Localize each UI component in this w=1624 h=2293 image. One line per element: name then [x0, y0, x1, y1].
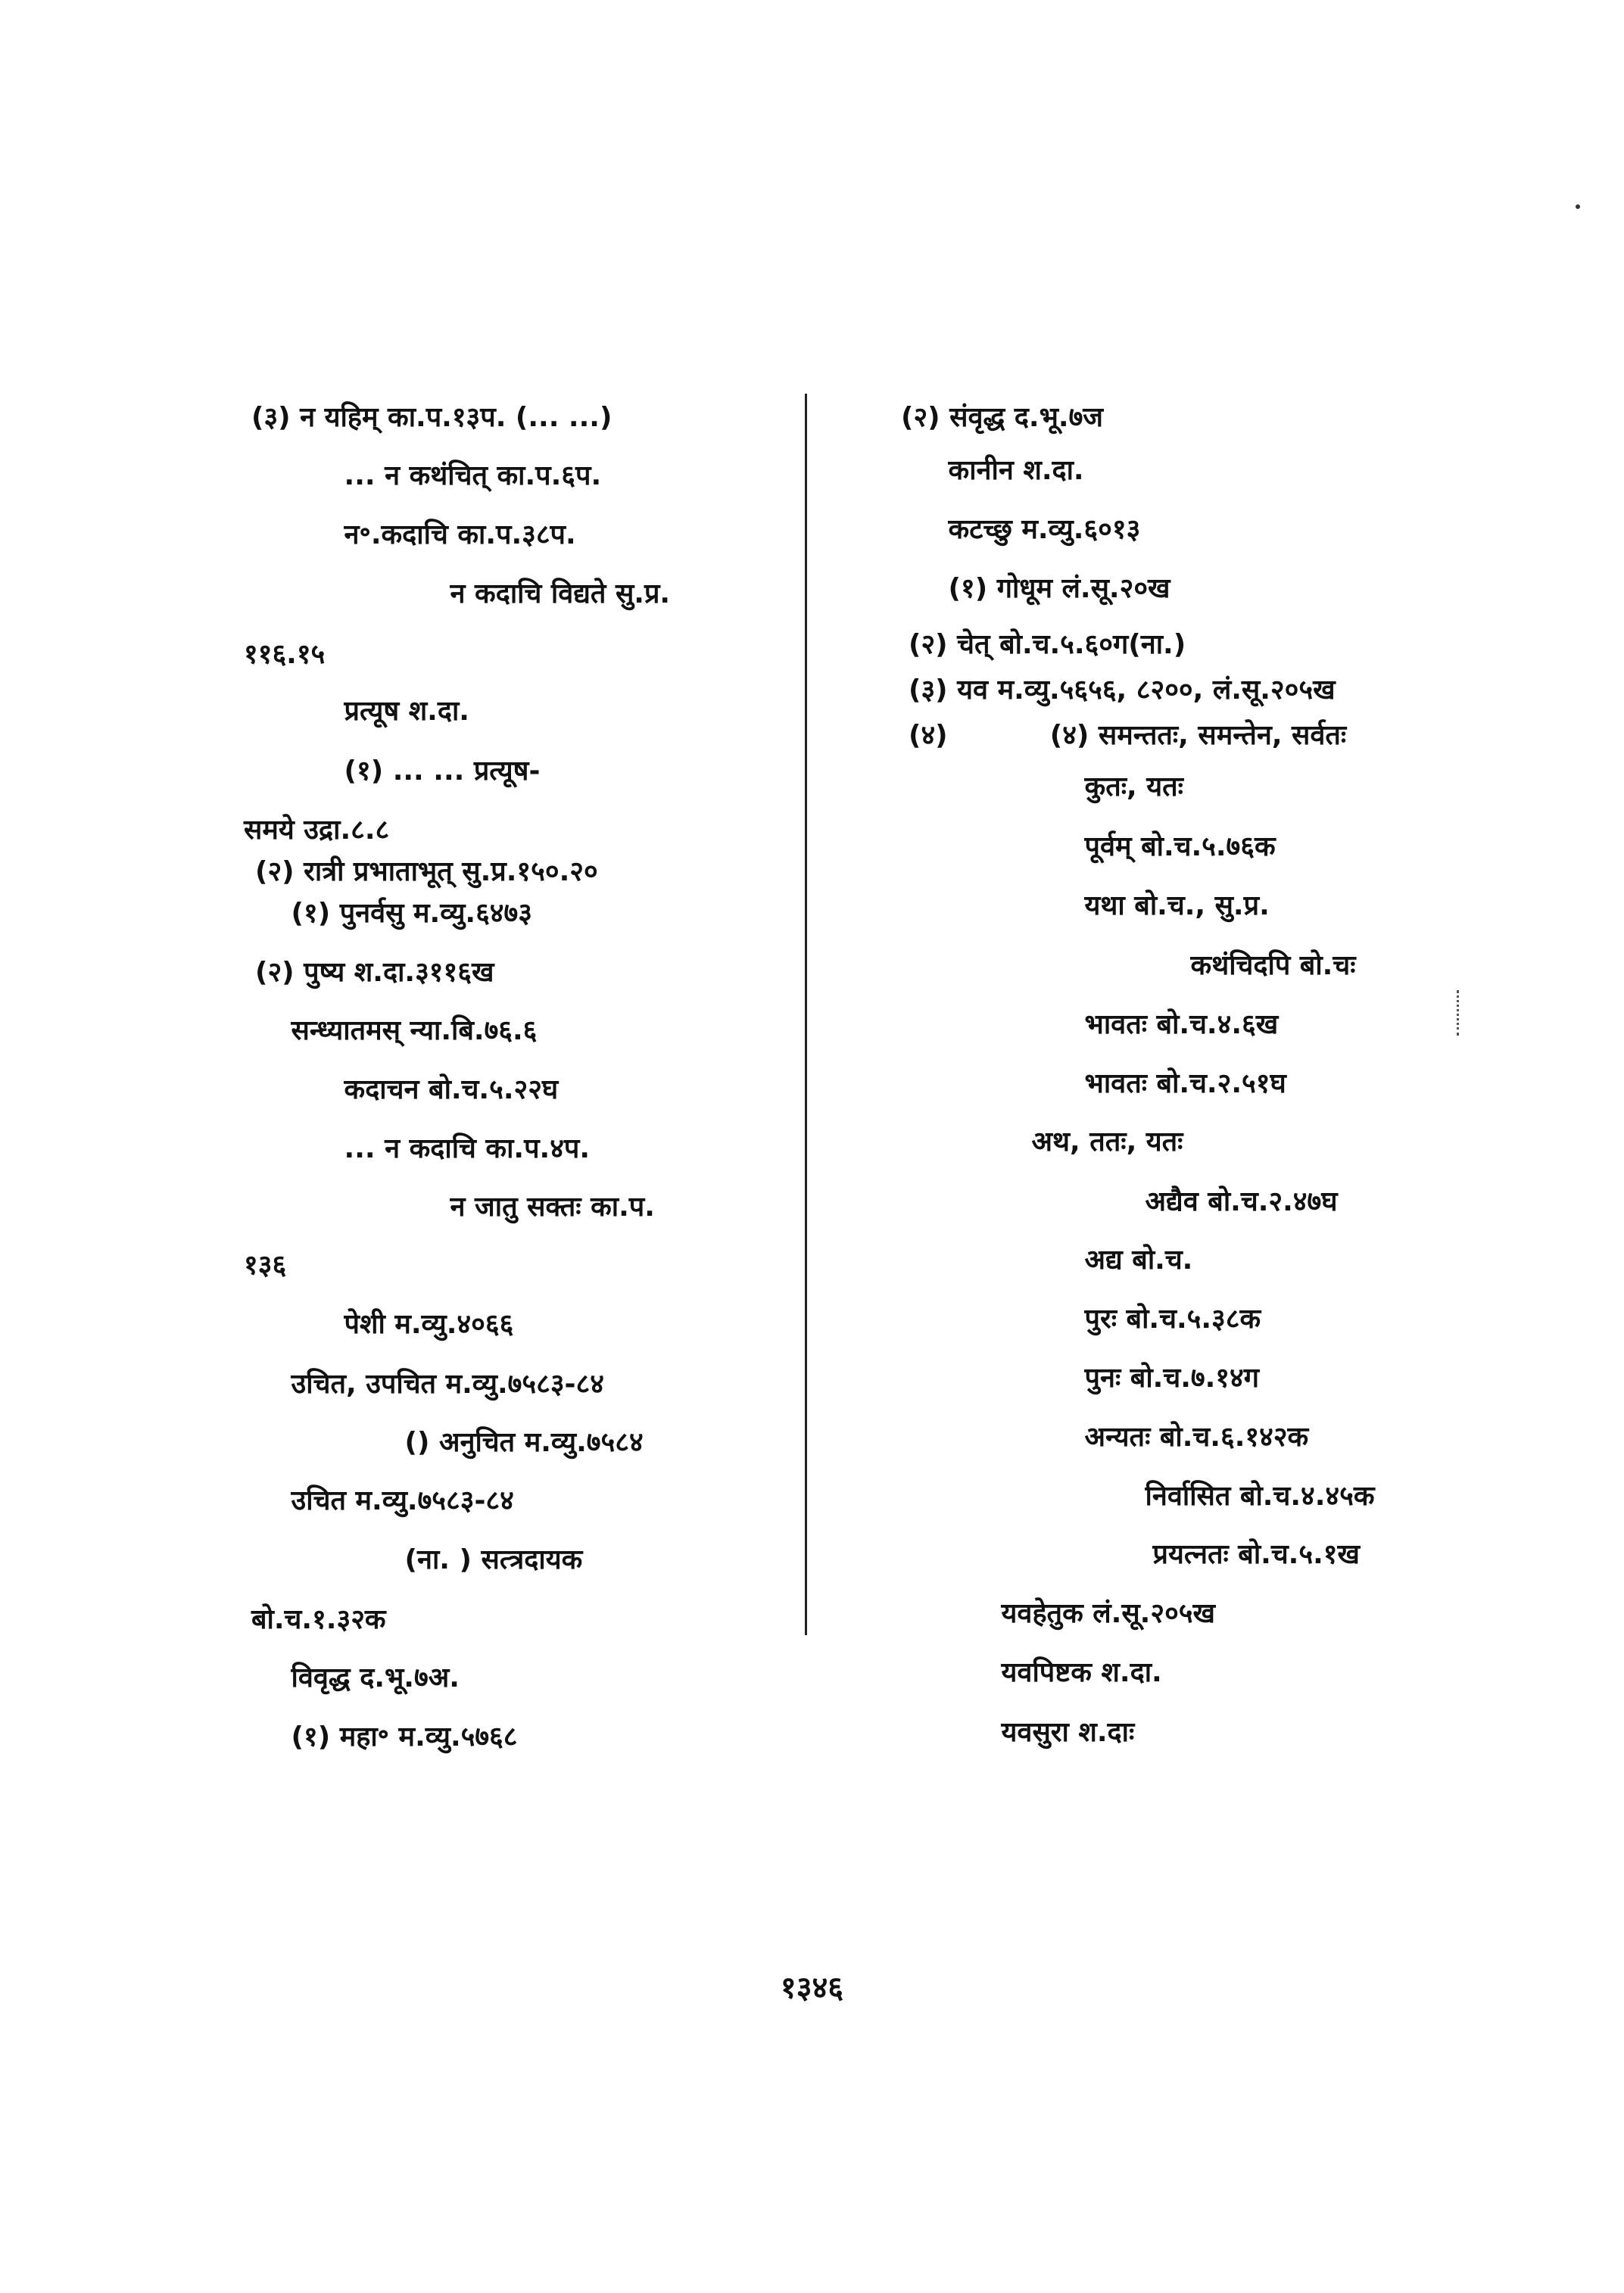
tibetan-headword [198, 1020, 282, 1043]
entry-text: () अनुचित म.व्यु.७५८४ [404, 1427, 644, 1458]
entry-text: कथंचिदपि बो.चः [1190, 950, 1356, 981]
entry-line: (२) पुष्य श.दा.३११६ख [255, 957, 494, 988]
tibetan-headword [939, 837, 1075, 859]
entry-text: (१) गोधूम लं.सू.२०ख [948, 573, 1170, 604]
tibetan-headword [856, 1603, 992, 1626]
entry-text: कानीन श.दा. [948, 455, 1084, 486]
tibetan-headword [198, 761, 335, 784]
tibetan-headword [198, 1139, 335, 1161]
tibetan-headword [856, 460, 939, 483]
entry-line [939, 829, 1276, 865]
entry-line: बो.च.१.३२क [251, 1604, 386, 1635]
scan-speck [1576, 204, 1580, 209]
tibetan-headword [198, 466, 335, 488]
entry-line [198, 1719, 518, 1756]
tibetan-headword [939, 955, 1181, 978]
tibetan-headword [939, 1309, 1075, 1332]
tibetan-headword [198, 1550, 395, 1572]
entry-text: अद्य बो.च. [1084, 1245, 1193, 1276]
entry-line [856, 453, 1084, 489]
entry-line [939, 769, 1183, 805]
page-number: १३४६ [780, 1971, 844, 2005]
tibetan-headword [198, 1668, 282, 1690]
tibetan-headword [939, 1368, 1075, 1391]
entry-line [939, 1360, 1259, 1397]
tibetan-headword [198, 1491, 282, 1513]
entry-text: प्रत्यूष श.दा. [344, 696, 469, 727]
tibetan-headword [198, 1080, 335, 1102]
tibetan-headword [198, 584, 441, 606]
entry-text: उचित म.व्यु.७५८३-८४ [291, 1485, 514, 1516]
tibetan-headword [939, 1073, 1075, 1096]
tibetan-headword [198, 1432, 395, 1455]
entry-text: ... न कदाचि का.प.४प. [344, 1133, 591, 1164]
tibetan-headword [198, 1374, 282, 1397]
entry-text: न॰.कदाचि का.प.३८प. [344, 519, 576, 550]
entry-line [198, 1072, 558, 1108]
entry-line [901, 1537, 1360, 1573]
tibetan-headword [198, 525, 335, 547]
entry-text: निर्वासित बो.च.४.४५क [1145, 1481, 1375, 1512]
entry-line [909, 718, 1346, 754]
entry-line: ११६.१५ [244, 639, 326, 670]
entry-line: (२) चेत् बो.च.५.६०ग(ना.) [909, 629, 1186, 660]
entry-line [856, 1715, 1134, 1751]
entry-text: (१) महा॰ म.व्यु.५७६८ [291, 1721, 518, 1752]
entry-text: अन्यतः बो.च.६.१४२क [1084, 1422, 1309, 1453]
entry-line [198, 753, 540, 790]
entry-line [198, 1013, 537, 1049]
entry-text: (४) समन्ततः, समन्तेन, सर्वतः [1049, 720, 1347, 751]
entry-line [939, 1301, 1261, 1338]
entry-text: (१) पुनर्वसु म.व्यु.६४७३ [291, 898, 532, 929]
entry-text: पूर्वम् बो.च.५.७६क [1084, 831, 1276, 862]
tibetan-headword [939, 1014, 1075, 1037]
entry-text: पेशी म.व्यु.४०६६ [344, 1309, 514, 1340]
entry-line [856, 512, 1140, 548]
entry-line [939, 1124, 1183, 1161]
entry-text: यवसुरा श.दाः [1001, 1717, 1135, 1748]
entry-text: न जातु सक्तः का.प. [450, 1192, 655, 1223]
scan-speck [1457, 990, 1462, 1036]
entry-line [939, 948, 1356, 984]
entry-line [198, 458, 601, 494]
entry-text: यथा बो.च., सु.प्र. [1084, 890, 1270, 921]
entry-line: (३) न यहिम् का.प.१३प. (... ...) [251, 402, 613, 433]
tibetan-headword [198, 1197, 441, 1220]
entry-text: न कदाचि विद्यते सु.प्र. [450, 578, 671, 609]
entry-line [939, 1184, 1337, 1220]
entry-line [939, 1007, 1278, 1043]
entry-text: (१) ... ... प्रत्यूष- [344, 756, 541, 787]
entry-line: १३६ [244, 1250, 287, 1281]
tibetan-headword [939, 777, 1075, 799]
entry-line [198, 693, 469, 730]
entry-text: उचित, उपचित म.व्यु.७५८३-८४ [291, 1369, 604, 1400]
entry-line [856, 1596, 1215, 1632]
tibetan-headword [957, 725, 1040, 748]
entry-text: सन्ध्यातमस् न्या.बि.७६.६ [291, 1015, 538, 1046]
tibetan-headword [939, 1132, 1022, 1154]
tibetan-headword [939, 1427, 1075, 1450]
entry-line [939, 1419, 1308, 1456]
tibetan-headword [856, 578, 939, 601]
entry-line [856, 571, 1170, 607]
tibetan-headword [856, 519, 939, 542]
entry-line [198, 517, 576, 553]
entry-line [939, 888, 1270, 924]
entry-text: कुतः, यतः [1084, 771, 1183, 802]
entry-line [198, 1366, 604, 1403]
column-divider [805, 394, 807, 1635]
entry-line [198, 1425, 644, 1461]
entry-line [939, 1242, 1192, 1279]
entry-text: पुनः बो.च.७.१४ग [1084, 1363, 1259, 1394]
entry-line [198, 576, 670, 612]
entry-line [939, 1478, 1374, 1515]
entry-text: अद्यैव बो.च.२.४७घ [1145, 1186, 1338, 1217]
entry-text: अथ, ततः, यतः [1031, 1126, 1183, 1157]
tibetan-headword [856, 1662, 992, 1685]
entry-line [939, 1066, 1286, 1102]
entry-text: ... न कथंचित् का.प.६प. [344, 460, 602, 491]
entry-line [198, 1307, 513, 1343]
entry-line [198, 1483, 514, 1519]
entry-line [856, 1655, 1162, 1691]
entry-line: (२) रात्री प्रभाताभूत् सु.प्र.१५०.२० [255, 856, 598, 887]
tibetan-headword [939, 896, 1075, 918]
tibetan-headword [939, 1486, 1136, 1509]
entry-line [198, 1660, 460, 1696]
entry-line [198, 1542, 582, 1578]
entry-text: (४) [909, 720, 948, 751]
entry-text: कटच्छु म.व्यु.६०१३ [948, 514, 1141, 545]
tibetan-headword [198, 1727, 282, 1749]
entry-text: पुरः बो.च.५.३८क [1084, 1304, 1261, 1335]
entry-text: भावतः बो.च.४.६ख [1084, 1009, 1279, 1040]
entry-text: भावतः बो.च.२.५१घ [1084, 1068, 1286, 1099]
entry-line: समये उद्रा.८.८ [244, 815, 390, 846]
tibetan-headword [856, 1722, 992, 1745]
tibetan-headword [198, 903, 282, 926]
entry-line [198, 1131, 590, 1167]
entry-text: (ना. ) सत्त्रदायक [404, 1544, 583, 1575]
entry-line [198, 1189, 655, 1226]
tibetan-headword [939, 1192, 1136, 1214]
entry-line [198, 896, 532, 932]
tibetan-headword [901, 1544, 1143, 1567]
tibetan-headword [198, 1314, 335, 1337]
tibetan-headword [198, 701, 335, 724]
entry-text: यवहेतुक लं.सू.२०५ख [1001, 1598, 1215, 1629]
entry-line: (२) संवृद्ध द.भू.७ज [901, 402, 1104, 433]
entry-line: (३) यव म.व्यु.५६५६, ८२००, लं.सू.२०५ख [909, 675, 1336, 706]
entry-text: प्रयत्नतः बो.च.५.१ख [1152, 1539, 1360, 1570]
entry-text: कदाचन बो.च.५.२२घ [344, 1074, 559, 1105]
entry-text: यवपिष्टक श.दा. [1001, 1657, 1162, 1688]
tibetan-headword [939, 1250, 1075, 1273]
entry-text: विवृद्ध द.भू.७अ. [291, 1662, 460, 1693]
